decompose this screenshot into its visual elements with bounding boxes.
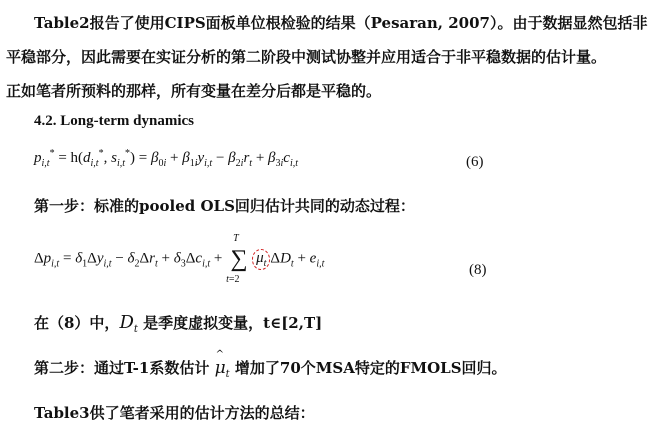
- step1-text: 第一步：标准的pooled OLS回归估计共同的动态过程：: [34, 197, 415, 215]
- equation-8: $\Delta p_{i,t} = \delta_1\Delta y_{i,t} - \delta_2\Delta r_t + \delta_3\Delta c_{i,t}$ + T ∑ t=2 $\mu_t$ $\Delta D_t + e_{i,t}$: [34, 233, 325, 285]
- last-line: Table3供了笔者采用的估计方法的总结：: [34, 404, 315, 422]
- paragraph-line-1: Table2报告了使用CIPS面板单位根检验的结果（Pesaran, 2007）。由于数据显然包括非: [34, 14, 648, 32]
- equation-8-number: (8): [469, 262, 487, 278]
- circled-mu-term: $\mu_t$: [252, 249, 270, 270]
- step2-prefix: 第二步：通过T-1系数估计: [34, 359, 210, 377]
- note-prefix: 在（8）中，: [34, 314, 120, 332]
- summation-symbol: T ∑ t=2: [226, 233, 248, 285]
- paragraph-line-3: 正如笔者所预料的那样，所有变量在差分后都是平稳的。: [6, 82, 382, 100]
- section-heading: 4.2. Long-term dynamics: [34, 113, 194, 129]
- equation-6-number: (6): [466, 154, 484, 170]
- equation-6: $p_{i,t}^* = h(d_{i,t}^*$, $s_{i,t}^*) = \beta_{0i} + \beta_{1i}y_{i,t} - \beta_{2i}r_t + \beta_{3i}c_{i,t}$: [34, 148, 299, 169]
- note-line: 在（8）中，$D_t$ 是季度虚拟变量，t∈[2,T]: [34, 312, 323, 335]
- step2-suffix: 增加了70个MSA特定的FMOLS回归。: [234, 359, 507, 377]
- paragraph-line-2: 平稳部分，因此需要在实证分析的第二阶段中测试协整并应用适合于非平稳数据的估计量。: [6, 48, 607, 66]
- note-suffix: 是季度虚拟变量，t∈[2,T]: [143, 314, 323, 332]
- step2-line: 第二步：通过T-1系数估计 ^ $\mu_t$ 增加了70个MSA特定的FMOLS回归。: [34, 357, 507, 380]
